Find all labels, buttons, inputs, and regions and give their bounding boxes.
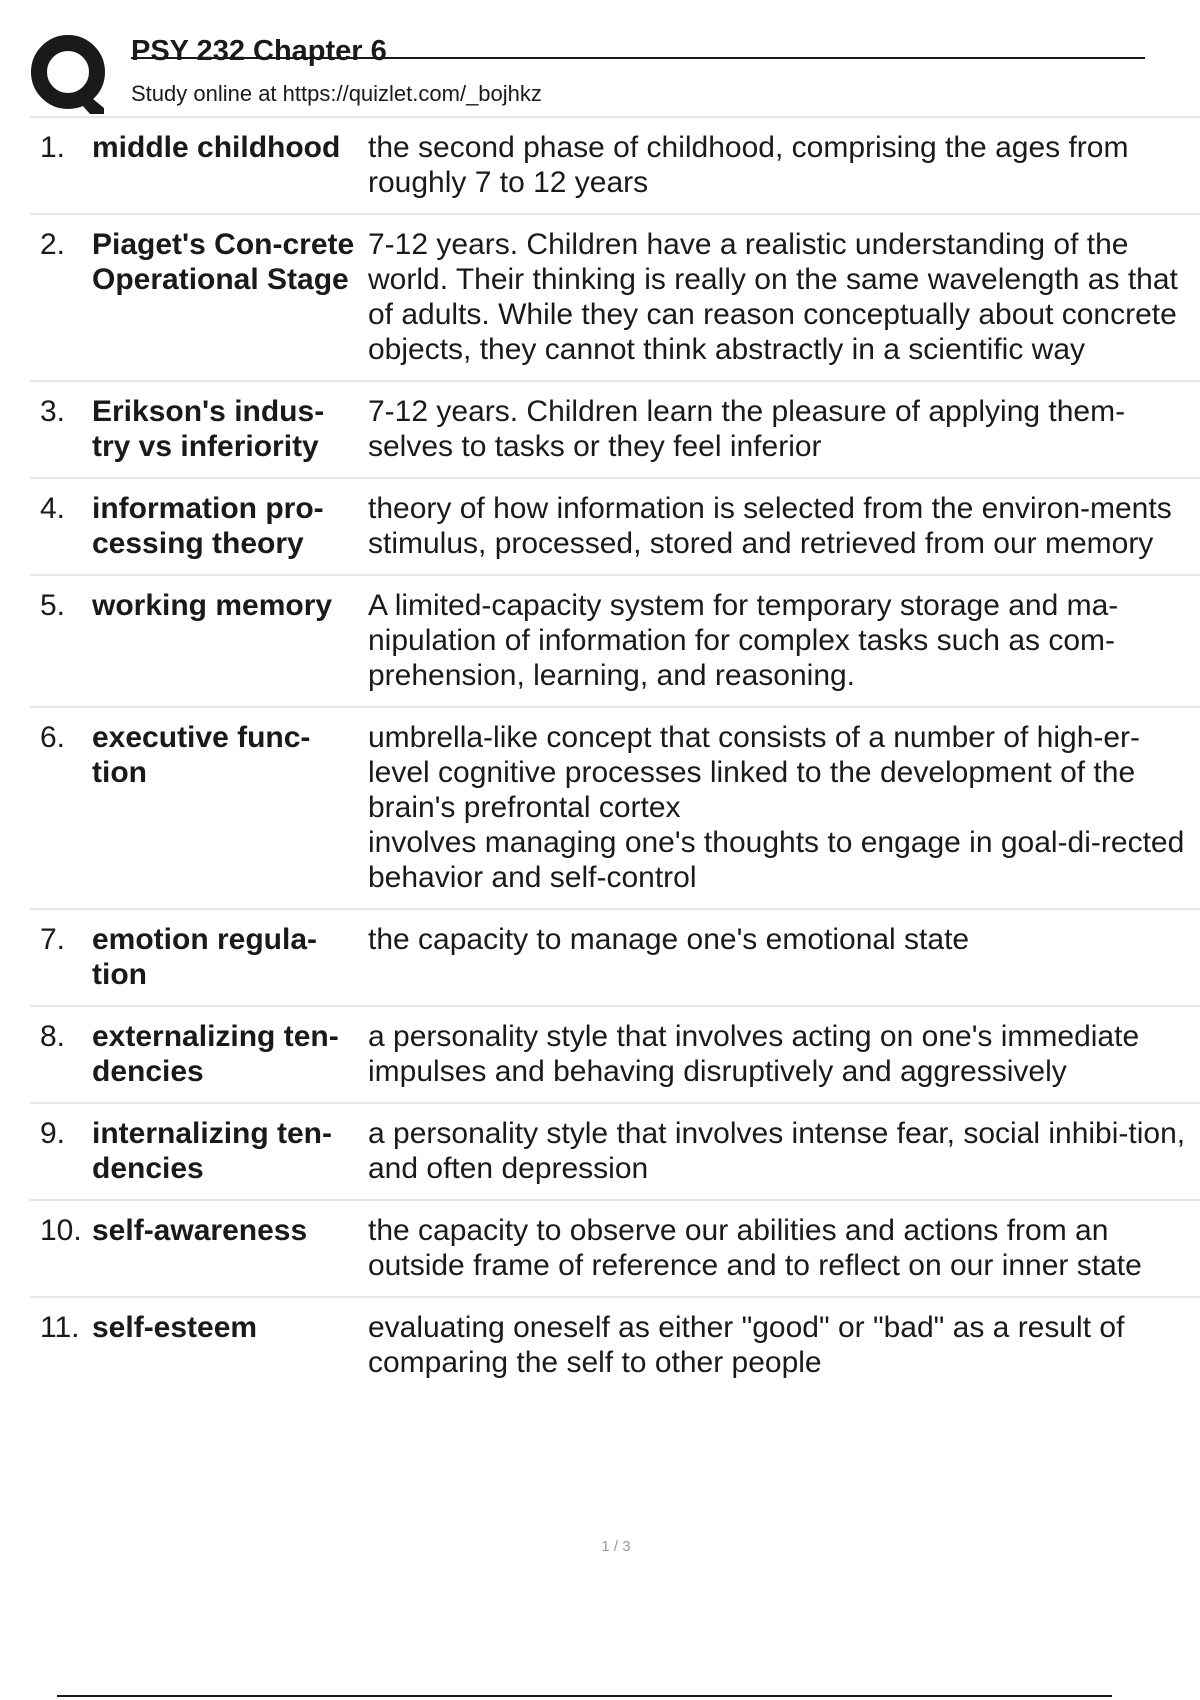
term-row-4 <box>30 477 1200 574</box>
study-online-link[interactable]: Study online at https://quizlet.com/_bojhkz <box>131 81 542 106</box>
term-definition: evaluating oneself as either "good" or "bad" as a result of comparing the self to other people <box>368 1311 1125 1379</box>
term-number: 11. <box>40 1311 80 1344</box>
term-definition: A limited-capacity system for temporary storage and ma-nipulation of information for complex tasks such as com-prehension, learning, and reasoning. <box>368 589 1119 692</box>
term-definition: umbrella-like concept that consists of a number of high-er-level cognitive processes linked to the development of the brain's prefrontal cortex involves managing one's thoughts to engage in goal-di-rected behavior and self-control <box>368 721 1185 894</box>
term-row-11 <box>30 1296 1200 1393</box>
term-number: 8. <box>40 1020 66 1053</box>
term-number: 10. <box>40 1214 82 1247</box>
term-word: Piaget's Con-crete Operational Stage <box>92 228 355 296</box>
term-definition: the capacity to manage one's emotional state <box>368 923 970 956</box>
term-word: executive func-tion <box>92 721 311 789</box>
term-number: 4. <box>40 492 66 525</box>
term-word: working memory <box>92 589 333 622</box>
term-row-2 <box>30 213 1200 380</box>
terms-list <box>30 116 1200 1393</box>
term-number: 7. <box>40 923 66 956</box>
term-row-5 <box>30 574 1200 706</box>
footer-rule <box>57 1695 1112 1697</box>
term-number: 9. <box>40 1117 66 1150</box>
term-row-9 <box>30 1102 1200 1199</box>
term-word: middle childhood <box>92 131 341 164</box>
term-definition: theory of how information is selected from the environ-ments stimulus, processed, stored and retrieved from our memory <box>368 492 1172 560</box>
term-word: internalizing ten-dencies <box>92 1117 332 1185</box>
term-row-3 <box>30 380 1200 477</box>
term-number: 6. <box>40 721 66 754</box>
term-definition: a personality style that involves intense fear, social inhibi-tion, and often depression <box>368 1117 1186 1185</box>
term-row-6 <box>30 706 1200 908</box>
quizlet-logo-icon <box>30 34 112 116</box>
document-header <box>30 30 1145 115</box>
term-word: Erikson's indus-try vs inferiority <box>92 395 325 463</box>
term-row-10 <box>30 1199 1200 1296</box>
term-definition: the capacity to observe our abilities and actions from an outside frame of reference and to reflect on our inner state <box>368 1214 1142 1282</box>
page-title: PSY 232 Chapter 6 <box>131 35 387 67</box>
term-word: self-esteem <box>92 1311 258 1344</box>
term-row-8 <box>30 1005 1200 1102</box>
term-word: externalizing ten-dencies <box>92 1020 339 1088</box>
page-indicator: 1 / 3 <box>601 1538 631 1555</box>
term-number: 2. <box>40 228 66 261</box>
term-definition: a personality style that involves acting on one's immediate impulses and behaving disruptively and aggressively <box>368 1020 1140 1088</box>
term-number: 1. <box>40 131 66 164</box>
term-word: information pro-cessing theory <box>92 492 324 560</box>
term-word: self-awareness <box>92 1214 308 1247</box>
term-number: 5. <box>40 589 66 622</box>
term-definition: 7-12 years. Children learn the pleasure of applying them-selves to tasks or they feel inferior <box>368 395 1126 463</box>
term-number: 3. <box>40 395 66 428</box>
term-definition: 7-12 years. Children have a realistic understanding of the world. Their thinking is really on the same wavelength as that of adults. While they can reason conceptually about concrete objects, they cannot think abstractly in a scientific way <box>368 228 1178 366</box>
term-definition: the second phase of childhood, comprising the ages from roughly 7 to 12 years <box>368 131 1129 199</box>
term-row-1 <box>30 116 1200 213</box>
term-row-7 <box>30 908 1200 1005</box>
term-word: emotion regula-tion <box>92 923 318 991</box>
